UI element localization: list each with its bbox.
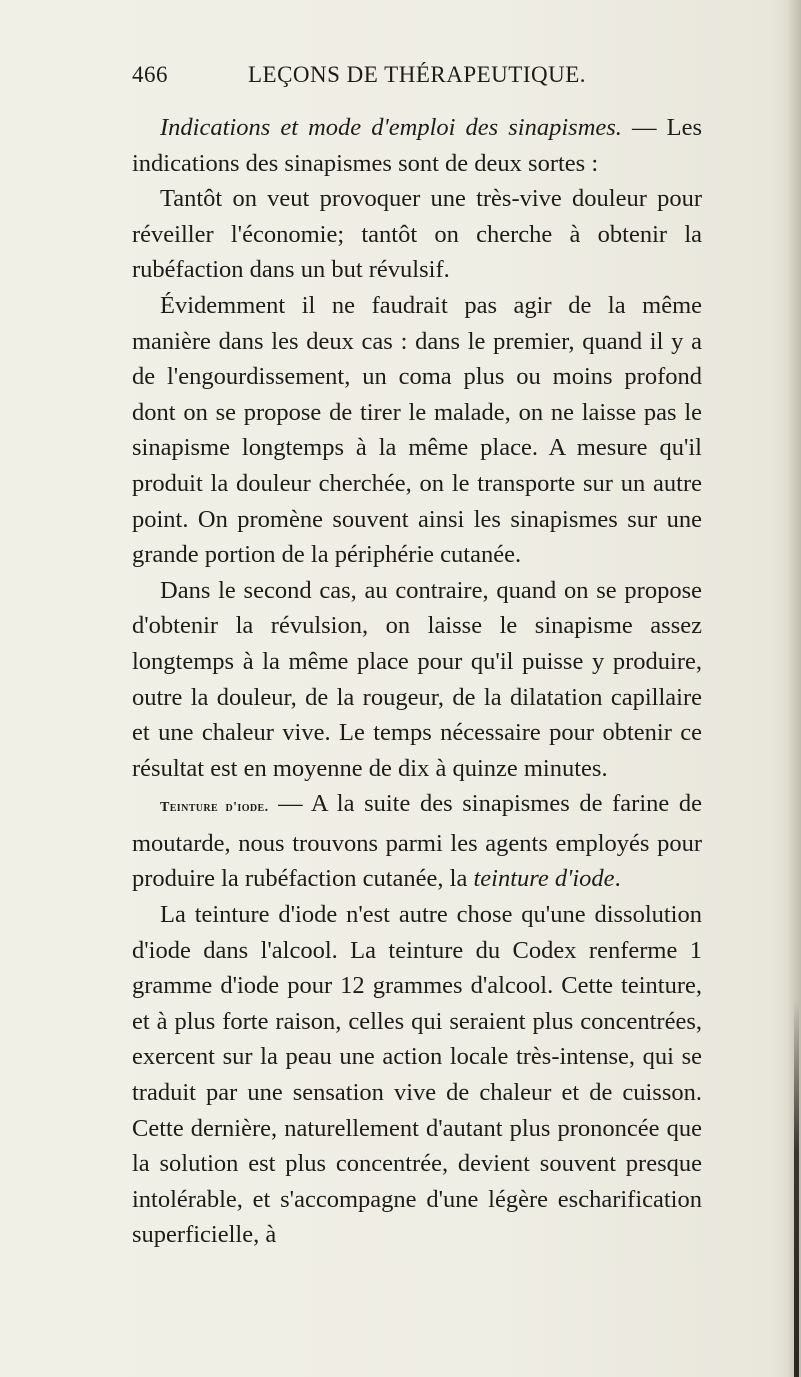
paragraph-text: — A la suite des sinapismes de farine de moutarde, nous trouvons parmi les agents employés pour produire la rubéfaction cutanée, la xyxy=(132,790,702,893)
paragraph-indications xyxy=(132,110,702,181)
page-number: 466 xyxy=(132,62,168,87)
paragraph-text: — Les indications des sinapismes sont de deux sortes : xyxy=(132,114,702,177)
paragraph-evidemment: Évidemment il ne faudrait pas agir de la même manière dans les deux cas : dans le premier, quand il y a de l'engourdissement, un coma plus ou moins profond dont on se propose de tirer le malade, on ne laisse pas le sinapisme longtemps à la même place. A mesure qu'il produit la douleur cherchée, on le transporte sur un autre point. On promène souvent ainsi les sinapismes sur une grande portion de la périphérie cutanée. xyxy=(132,291,702,569)
paragraph-teinture xyxy=(132,786,702,897)
running-title: LEÇONS DE THÉRAPEUTIQUE. xyxy=(247,62,587,87)
section-heading: Indications et mode d'emploi des sinapismes. xyxy=(160,114,622,141)
sidenote-teinture-iode: Teinture d'iode. xyxy=(160,800,269,816)
paragraph-tail: . xyxy=(614,865,621,893)
binding-edge-mark xyxy=(794,1000,799,1377)
body-text xyxy=(132,110,702,1253)
running-header xyxy=(132,62,702,102)
paragraph-la-teinture: La teinture d'iode n'est autre chose qu'une dissolution d'iode dans l'alcool. La teinture du Codex renferme 1 gramme d'iode pour 12 grammes d'alcool. Cette teinture, et à plus forte raison, celles qui seraient plus concentrées, exercent sur la peau une action locale très-intense, qui se traduit par une sensation vive de chaleur et de cuisson. Cette dernière, naturellement d'autant plus prononcée que la solution est plus concentrée, devient souvent presque intolérable, et s'accompagne d'une légère escharification superficielle, à xyxy=(132,901,702,1249)
emphasis-teinture-iode: teinture d'iode xyxy=(473,865,615,893)
paragraph-tantot: Tantôt on veut provoquer une très-vive douleur pour réveiller l'économie; tantôt on cherche à obtenir la rubéfaction dans un but révulsif. xyxy=(132,185,702,284)
paragraph-second-cas: Dans le second cas, au contraire, quand on se propose d'obtenir la révulsion, on laisse le sinapisme assez longtemps à la même place pour qu'il puisse y produire, outre la douleur, de la rougeur, de la dilatation capillaire et une chaleur vive. Le temps nécessaire pour obtenir ce résultat est en moyenne de dix à quinze minutes. xyxy=(132,576,702,782)
